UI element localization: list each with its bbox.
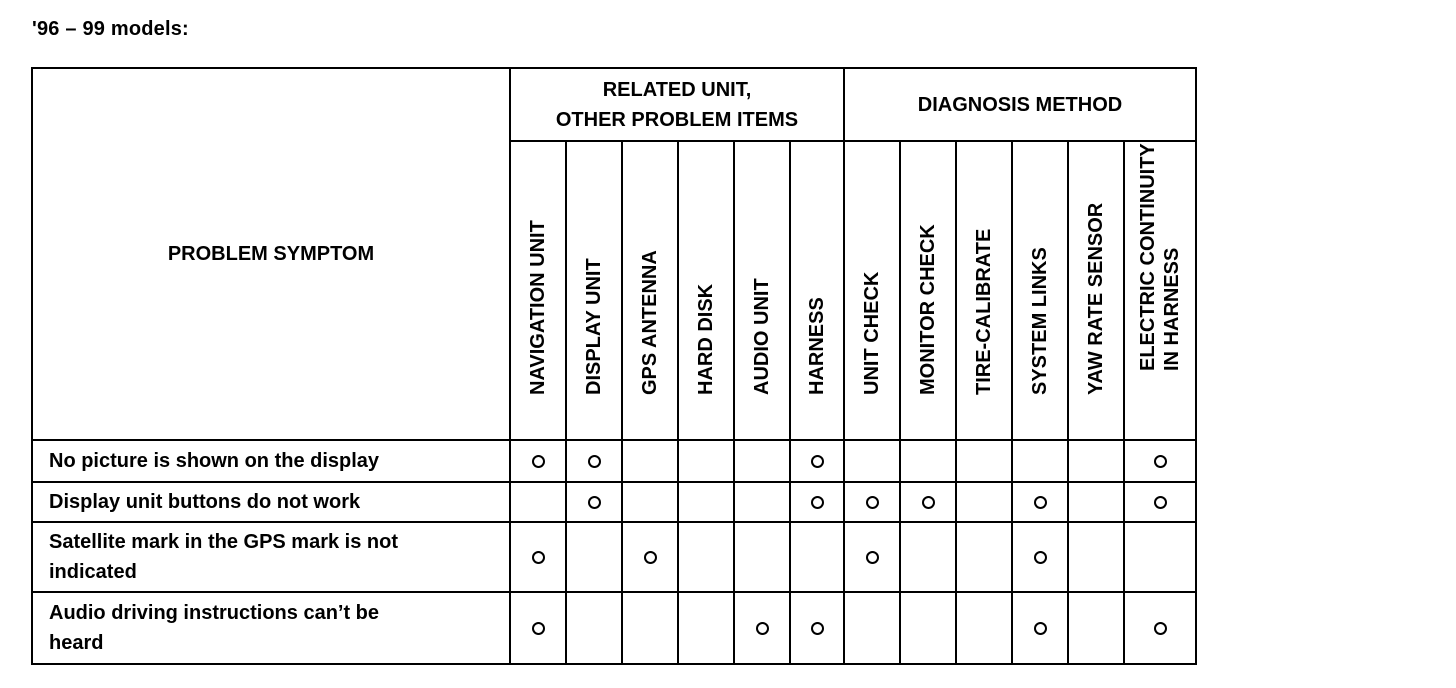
table-row xyxy=(32,522,1196,592)
diagnosis-table xyxy=(31,67,1197,665)
mark-cell xyxy=(844,482,900,522)
column-header-label xyxy=(916,224,940,395)
column-header xyxy=(956,141,1012,440)
column-header-line: NAVIGATION UNIT xyxy=(527,220,549,395)
column-header-label xyxy=(1084,203,1108,395)
circle-mark-icon xyxy=(1034,622,1047,635)
mark-cell xyxy=(678,592,734,664)
table-body xyxy=(32,440,1196,664)
column-header xyxy=(678,141,734,440)
circle-mark-icon xyxy=(532,551,545,564)
mark-cell xyxy=(678,440,734,482)
symptom-cell xyxy=(32,522,510,592)
mark-cell xyxy=(1068,522,1124,592)
column-header xyxy=(566,141,622,440)
mark-cell xyxy=(900,482,956,522)
column-header-line: HARD DISK xyxy=(695,283,717,395)
mark-cell xyxy=(1068,482,1124,522)
mark-cell xyxy=(790,440,844,482)
mark-cell xyxy=(734,482,790,522)
column-header-label xyxy=(526,220,550,395)
circle-mark-icon xyxy=(1034,496,1047,509)
circle-mark-icon xyxy=(866,551,879,564)
table-row xyxy=(32,482,1196,522)
column-header xyxy=(1012,141,1068,440)
column-header-label xyxy=(1136,143,1184,371)
column-header-label xyxy=(860,272,884,395)
mark-cell xyxy=(1068,592,1124,664)
symptom-text-line: No picture is shown on the display xyxy=(49,450,380,472)
mark-cell xyxy=(1068,440,1124,482)
mark-cell xyxy=(510,482,566,522)
circle-mark-icon xyxy=(588,455,601,468)
mark-cell xyxy=(790,522,844,592)
circle-mark-icon xyxy=(1154,622,1167,635)
column-header-line: ELECTRIC CONTINUITY xyxy=(1137,143,1159,371)
circle-mark-icon xyxy=(532,455,545,468)
circle-mark-icon xyxy=(811,496,824,509)
mark-cell xyxy=(1124,522,1196,592)
mark-cell xyxy=(566,482,622,522)
column-header-label xyxy=(638,250,662,395)
mark-cell xyxy=(510,440,566,482)
mark-cell xyxy=(956,522,1012,592)
mark-cell xyxy=(790,482,844,522)
column-header-line: HARNESS xyxy=(806,297,828,395)
circle-mark-icon xyxy=(922,496,935,509)
mark-cell xyxy=(622,592,678,664)
circle-mark-icon xyxy=(1034,551,1047,564)
mark-cell xyxy=(844,522,900,592)
circle-mark-icon xyxy=(1154,496,1167,509)
column-header xyxy=(1124,141,1196,440)
group-header-line: DIAGNOSIS METHOD xyxy=(917,93,1123,116)
mark-cell xyxy=(900,522,956,592)
symptom-cell xyxy=(32,482,510,522)
circle-mark-icon xyxy=(588,496,601,509)
column-header-label xyxy=(694,284,718,395)
mark-cell xyxy=(622,440,678,482)
column-header-line: SYSTEM LINKS xyxy=(1029,247,1051,395)
table-row xyxy=(32,440,1196,482)
mark-cell xyxy=(844,592,900,664)
mark-cell xyxy=(956,482,1012,522)
column-header-line: YAW RATE SENSOR xyxy=(1085,202,1107,395)
column-header-line: GPS ANTENNA xyxy=(639,250,661,395)
symptom-text-line: indicated xyxy=(49,561,137,583)
column-header-line: TIRE-CALIBRATE xyxy=(973,228,995,395)
circle-mark-icon xyxy=(811,455,824,468)
circle-mark-icon xyxy=(1154,455,1167,468)
column-header-line: UNIT CHECK xyxy=(861,271,883,395)
mark-cell xyxy=(622,522,678,592)
problem-symptom-header: PROBLEM SYMPTOM xyxy=(32,68,510,440)
column-header xyxy=(734,141,790,440)
symptom-text-line: Satellite mark in the GPS mark is not xyxy=(49,531,399,553)
column-header xyxy=(790,141,844,440)
symptom-cell xyxy=(32,440,510,482)
mark-cell xyxy=(1012,592,1068,664)
group-header-line: OTHER PROBLEM ITEMS xyxy=(555,108,799,131)
symptom-text-line: heard xyxy=(49,632,104,654)
mark-cell xyxy=(956,592,1012,664)
column-header-line: IN HARNESS xyxy=(1161,247,1183,371)
related-unit-group-header xyxy=(510,68,844,141)
table-row xyxy=(32,592,1196,664)
mark-cell xyxy=(566,522,622,592)
mark-cell xyxy=(900,440,956,482)
mark-cell xyxy=(566,592,622,664)
document-title: '96 – 99 models: xyxy=(32,18,189,40)
column-header-label xyxy=(972,229,996,395)
column-header-label xyxy=(805,297,829,395)
column-header xyxy=(900,141,956,440)
circle-mark-icon xyxy=(532,622,545,635)
mark-cell xyxy=(1124,440,1196,482)
mark-cell xyxy=(1012,440,1068,482)
mark-cell xyxy=(734,592,790,664)
column-header xyxy=(844,141,900,440)
mark-cell xyxy=(678,482,734,522)
symptom-text-line: Audio driving instructions can’t be xyxy=(49,602,380,624)
column-header xyxy=(510,141,566,440)
mark-cell xyxy=(510,522,566,592)
column-header-line: AUDIO UNIT xyxy=(751,278,773,395)
column-header-label xyxy=(750,278,774,395)
column-header-label xyxy=(1028,247,1052,395)
group-header-line: RELATED UNIT, xyxy=(602,78,752,101)
symptom-cell xyxy=(32,592,510,664)
column-header-label xyxy=(582,258,606,395)
mark-cell xyxy=(956,440,1012,482)
mark-cell xyxy=(734,440,790,482)
mark-cell xyxy=(510,592,566,664)
mark-cell xyxy=(1012,522,1068,592)
symptom-text-line: Display unit buttons do not work xyxy=(49,491,361,513)
mark-cell xyxy=(844,440,900,482)
column-header-line: DISPLAY UNIT xyxy=(583,258,605,395)
mark-cell xyxy=(678,522,734,592)
column-header xyxy=(622,141,678,440)
mark-cell xyxy=(734,522,790,592)
mark-cell xyxy=(1124,592,1196,664)
mark-cell xyxy=(1012,482,1068,522)
mark-cell xyxy=(790,592,844,664)
circle-mark-icon xyxy=(644,551,657,564)
column-header xyxy=(1068,141,1124,440)
diagnosis-method-group-header xyxy=(844,68,1196,141)
group-header-row xyxy=(32,68,1196,141)
mark-cell xyxy=(900,592,956,664)
mark-cell xyxy=(566,440,622,482)
mark-cell xyxy=(1124,482,1196,522)
circle-mark-icon xyxy=(811,622,824,635)
column-header-line: MONITOR CHECK xyxy=(917,224,939,395)
circle-mark-icon xyxy=(756,622,769,635)
circle-mark-icon xyxy=(866,496,879,509)
mark-cell xyxy=(622,482,678,522)
